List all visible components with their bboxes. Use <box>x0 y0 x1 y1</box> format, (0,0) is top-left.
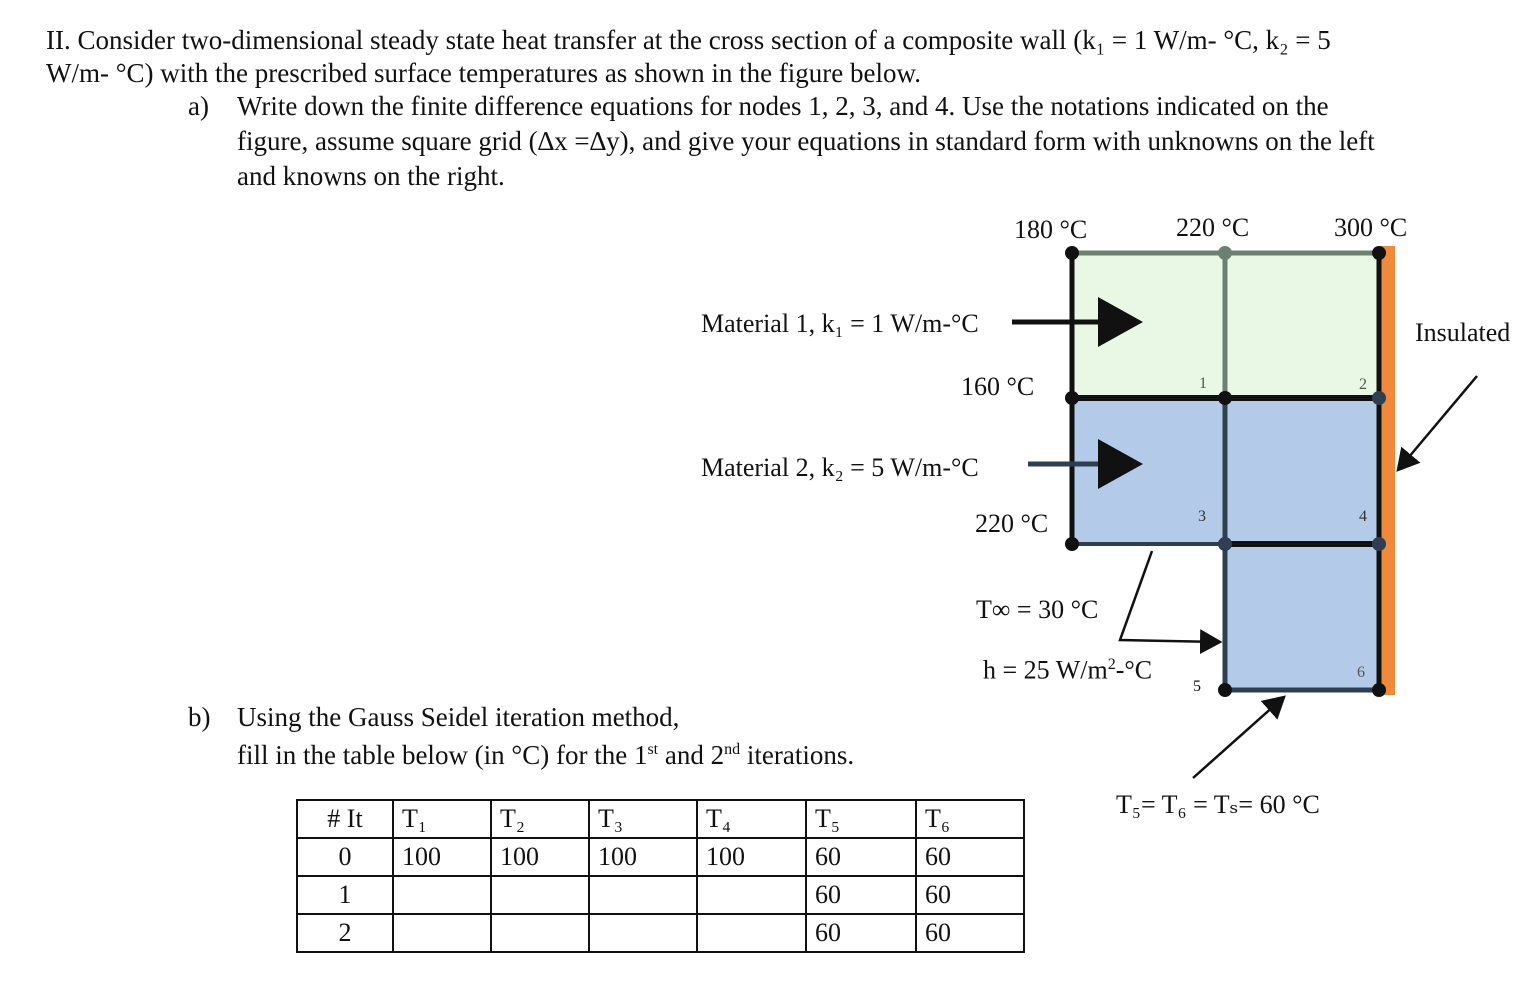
insulated-pointer <box>1398 376 1477 470</box>
header-t2: T₂ <box>491 800 589 838</box>
corner-dot <box>1065 391 1079 405</box>
node-dot-5 <box>1218 683 1232 697</box>
left-temp-160: 160 °C <box>961 372 1035 401</box>
part-b-line1: Using the Gauss Seidel iteration method, <box>237 702 680 732</box>
cell: 100 <box>697 838 806 876</box>
insulated-label: Insulated <box>1415 318 1511 347</box>
table-header-row <box>297 800 1024 838</box>
node-label-2: 2 <box>1359 376 1367 393</box>
header-t5: T₅ <box>806 800 916 838</box>
node-label-4: 4 <box>1359 508 1367 525</box>
material2-region-lower <box>1225 544 1379 690</box>
cell: 60 <box>806 876 916 914</box>
node-dot-6 <box>1372 683 1386 697</box>
cell: 2 <box>297 914 393 952</box>
header-it: # It <box>297 800 393 838</box>
cell: 60 <box>806 838 916 876</box>
cell-empty-t4[interactable] <box>697 876 806 914</box>
part-a-line2: figure, assume square grid (∆x =∆y), and give your equations in standard form with unknowns on the left <box>237 126 1375 156</box>
cell: 100 <box>393 838 491 876</box>
corner-dot <box>1372 246 1386 260</box>
node-label-3: 3 <box>1198 508 1206 525</box>
material1-label: Material 1, k₁ = 1 W/m-°C <box>701 309 979 338</box>
cell-empty-t3[interactable] <box>589 876 697 914</box>
node-label-1: 1 <box>1199 375 1207 392</box>
table-row <box>297 914 1024 952</box>
cell: 100 <box>491 838 589 876</box>
cell-empty-t4[interactable] <box>697 914 806 952</box>
cell: 60 <box>916 876 1024 914</box>
part-b-line2: fill in the table below (in °C) for the 1st and 2nd iterations. <box>237 740 855 770</box>
cell: 60 <box>916 838 1024 876</box>
header-t6: T₆ <box>916 800 1024 838</box>
corner-dot <box>1218 246 1232 260</box>
gauss-seidel-table <box>296 799 1025 953</box>
cell-empty-t2[interactable] <box>491 876 589 914</box>
h-coefficient-label: h = 25 $W/m^2-^\circ C$ <box>983 655 1153 685</box>
surface-temp-pointer <box>1193 697 1284 778</box>
t-infinity-label: T∞ = 30 °C <box>976 595 1099 624</box>
surface-temp-label: T₅= T₆ = Tₛ= 60 °C <box>1116 790 1320 819</box>
corner-dot <box>1065 537 1079 551</box>
cell-empty-t1[interactable] <box>393 876 491 914</box>
problem-intro-line1: II. Consider two-dimensional steady state heat transfer at the cross section of a composite wall (k₁ = 1 W/m- °C, k₂ = 5 <box>46 25 1331 55</box>
top-temp-left: 180 °C <box>1014 215 1088 244</box>
part-a-line1: Write down the finite difference equations for nodes 1, 2, 3, and 4. Use the notations indicated on the <box>237 91 1329 121</box>
part-a-marker: a) <box>188 91 209 121</box>
header-t3: T₃ <box>589 800 697 838</box>
convection-pointer <box>1120 551 1220 642</box>
cell: 60 <box>916 914 1024 952</box>
node-dot-1 <box>1218 391 1232 405</box>
left-temp-220: 220 °C <box>975 509 1049 538</box>
cell: 1 <box>297 876 393 914</box>
header-t4: T₄ <box>697 800 806 838</box>
node-dot-4 <box>1372 537 1386 551</box>
cell-empty-t2[interactable] <box>491 914 589 952</box>
header-t1: T₁ <box>393 800 491 838</box>
node-dot-3 <box>1218 537 1232 551</box>
corner-dot <box>1065 246 1079 260</box>
top-temp-right: 300 °C <box>1334 213 1408 242</box>
node-label-5: 5 <box>1193 678 1201 695</box>
node-dot-2 <box>1372 391 1386 405</box>
node-label-6: 6 <box>1357 664 1365 681</box>
table-row <box>297 838 1024 876</box>
cell: 100 <box>589 838 697 876</box>
table-row <box>297 876 1024 914</box>
cell-empty-t1[interactable] <box>393 914 491 952</box>
part-a-line3: and knowns on the right. <box>237 161 505 191</box>
cell: 60 <box>806 914 916 952</box>
material2-label: Material 2, k₂ = 5 W/m-°C <box>701 453 979 482</box>
top-temp-middle: 220 °C <box>1176 213 1250 242</box>
part-b-marker: b) <box>188 702 211 732</box>
cell-empty-t3[interactable] <box>589 914 697 952</box>
problem-intro-line2: W/m- °C) with the prescribed surface temperatures as shown in the figure below. <box>46 58 922 88</box>
cell: 0 <box>297 838 393 876</box>
